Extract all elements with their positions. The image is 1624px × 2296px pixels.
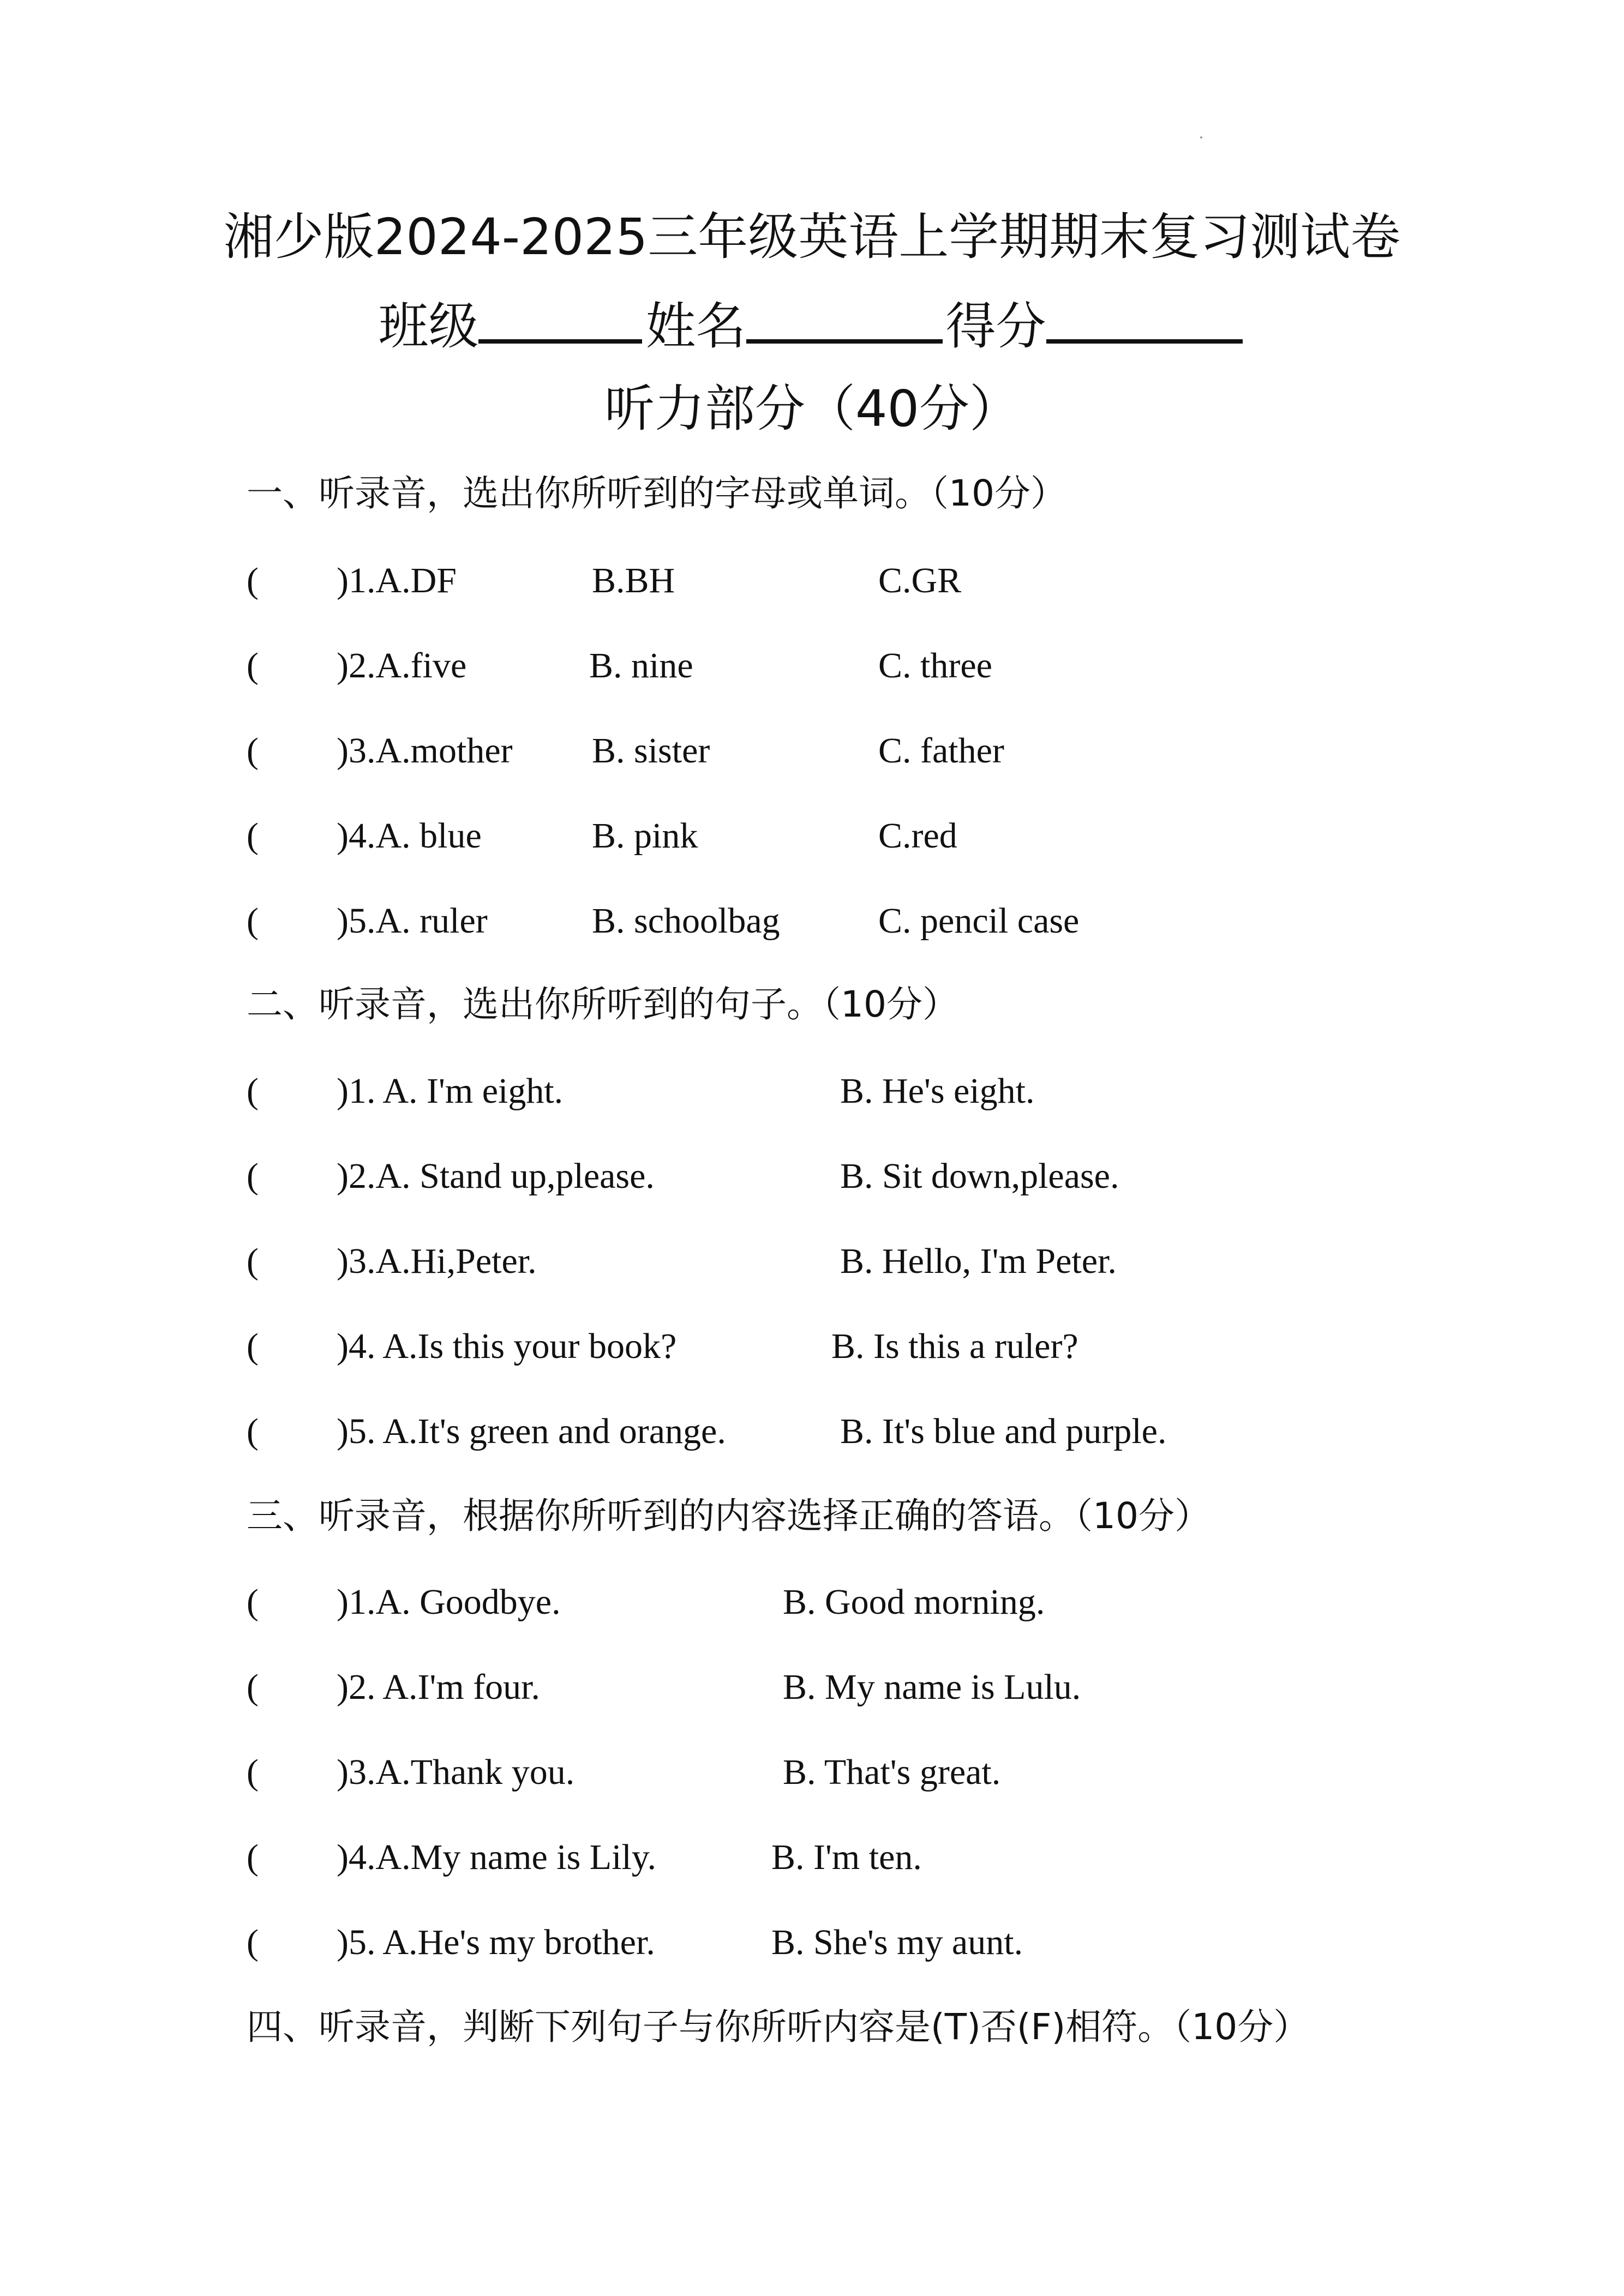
- scan-speck: [1200, 136, 1202, 139]
- answer-paren[interactable]: (: [247, 1071, 259, 1111]
- question-row: [247, 897, 1501, 946]
- exam-title: 湘少版2024-2025三年级英语上学期期末复习测试卷: [223, 208, 1401, 266]
- section-1-heading: 一、听录音，选出你所听到的字母或单词。（10分）: [247, 472, 1066, 514]
- option-b: B. My name is Lulu.: [783, 1667, 1081, 1707]
- option-a: )1.A.DF: [337, 561, 457, 600]
- option-a: )5. A.It's green and orange.: [337, 1411, 726, 1451]
- question-row: [247, 1663, 1501, 1712]
- score-blank[interactable]: [1046, 289, 1243, 344]
- question-row: [247, 641, 1501, 690]
- student-info-line: [0, 289, 1624, 357]
- option-a: )2.A. Stand up,please.: [337, 1156, 655, 1196]
- option-b: B. Is this a ruler?: [831, 1326, 1078, 1366]
- option-b: B. pink: [592, 816, 698, 856]
- answer-paren[interactable]: (: [247, 901, 259, 941]
- option-a: )1. A. I'm eight.: [337, 1071, 564, 1111]
- option-a: )2. A.I'm four.: [337, 1667, 541, 1707]
- question-row: [247, 1833, 1501, 1882]
- option-b: B. He's eight.: [840, 1071, 1035, 1111]
- question-row: [247, 1067, 1501, 1116]
- option-c: C. pencil case: [878, 901, 1080, 941]
- option-b: B. It's blue and purple.: [840, 1411, 1167, 1451]
- question-row: [247, 1578, 1501, 1627]
- option-a: )4.A.My name is Lily.: [337, 1837, 656, 1877]
- question-row: [247, 1918, 1501, 1967]
- answer-paren[interactable]: (: [247, 1411, 259, 1451]
- option-b: B. sister: [592, 731, 710, 771]
- option-a: )1.A. Goodbye.: [337, 1582, 561, 1622]
- answer-paren[interactable]: (: [247, 646, 259, 686]
- option-b: B. nine: [589, 646, 693, 686]
- section-4-heading: 四、听录音，判断下列句子与你所听内容是(T)否(F)相符。（10分）: [247, 2006, 1310, 2048]
- question-row: [247, 726, 1501, 776]
- option-b: B. Good morning.: [783, 1582, 1045, 1622]
- option-c: C.GR: [878, 561, 962, 600]
- answer-paren[interactable]: (: [247, 1326, 259, 1366]
- listening-title: 听力部分（40分）: [604, 380, 1020, 438]
- class-label: 班级: [378, 297, 479, 356]
- answer-paren[interactable]: (: [247, 1667, 259, 1707]
- option-c: C. father: [878, 731, 1004, 771]
- score-label: 得分: [945, 297, 1046, 356]
- option-b: B. She's my aunt.: [771, 1922, 1023, 1962]
- option-c: C.red: [878, 816, 957, 856]
- option-a: )5. A.He's my brother.: [337, 1922, 655, 1962]
- option-c: C. three: [878, 646, 992, 686]
- question-row: [247, 1152, 1501, 1201]
- answer-paren[interactable]: (: [247, 1837, 259, 1877]
- option-a: )3.A.mother: [337, 731, 513, 771]
- answer-paren[interactable]: (: [247, 1582, 259, 1622]
- option-a: )5.A. ruler: [337, 901, 488, 941]
- question-row: [247, 1748, 1501, 1797]
- question-row: [247, 1237, 1501, 1286]
- question-row: [247, 1407, 1501, 1456]
- answer-paren[interactable]: (: [247, 1241, 259, 1281]
- option-a: )2.A.five: [337, 646, 467, 686]
- option-a: )3.A.Hi,Peter.: [337, 1241, 537, 1281]
- answer-paren[interactable]: (: [247, 1156, 259, 1196]
- option-a: )3.A.Thank you.: [337, 1752, 575, 1792]
- question-row: [247, 812, 1501, 861]
- option-a: )4.A. blue: [337, 816, 482, 856]
- name-label: 姓名: [645, 297, 746, 356]
- option-b: B.BH: [592, 561, 675, 600]
- class-blank[interactable]: [478, 289, 642, 344]
- name-blank[interactable]: [746, 289, 943, 344]
- option-a: )4. A.Is this your book?: [337, 1326, 677, 1366]
- question-row: [247, 556, 1501, 605]
- option-b: B. That's great.: [783, 1752, 1001, 1792]
- question-row: [247, 1322, 1501, 1371]
- answer-paren[interactable]: (: [247, 1752, 259, 1792]
- option-b: B. I'm ten.: [771, 1837, 922, 1877]
- section-2-heading: 二、听录音，选出你所听到的句子。（10分）: [247, 983, 958, 1025]
- section-3-heading: 三、听录音，根据你所听到的内容选择正确的答语。（10分）: [247, 1495, 1210, 1537]
- answer-paren[interactable]: (: [247, 731, 259, 771]
- answer-paren[interactable]: (: [247, 561, 259, 600]
- option-b: B. Sit down,please.: [840, 1156, 1119, 1196]
- answer-paren[interactable]: (: [247, 816, 259, 856]
- answer-paren[interactable]: (: [247, 1922, 259, 1962]
- option-b: B. schoolbag: [592, 901, 780, 941]
- option-b: B. Hello, I'm Peter.: [840, 1241, 1117, 1281]
